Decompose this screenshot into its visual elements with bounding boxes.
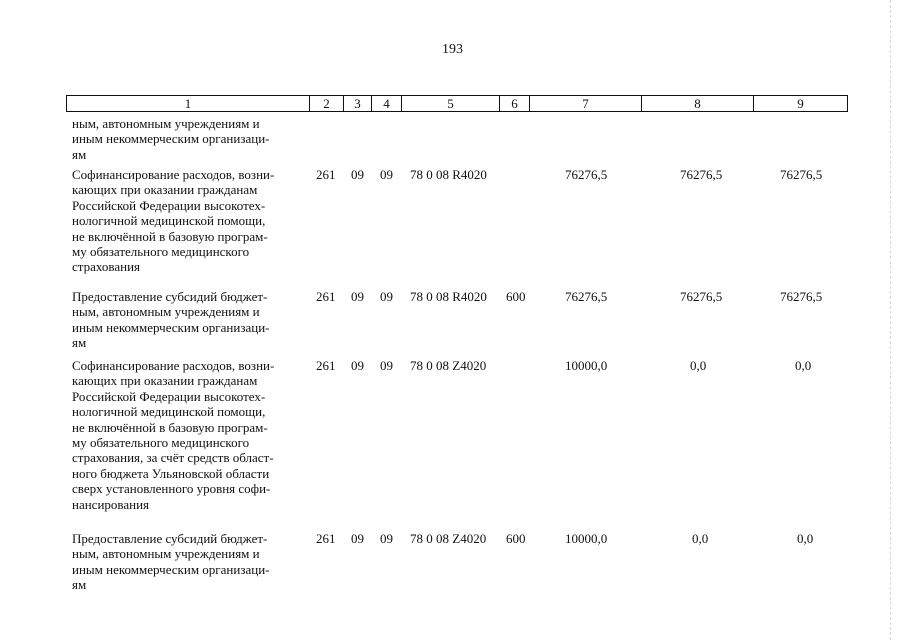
description-line: ного бюджета Ульяновской области xyxy=(72,465,270,481)
table-row-3-amount-1: 10000,0 xyxy=(565,358,608,373)
header-col-7: 7 xyxy=(529,96,641,111)
header-col-4: 4 xyxy=(371,96,401,111)
table-row-1-section: 09 xyxy=(351,167,364,182)
description-line: Предоставление субсидий бюджет- xyxy=(72,289,268,304)
description-line: не включённой в базовую програм- xyxy=(72,419,268,435)
description-line: ным, автономным учреждениям и xyxy=(72,304,260,320)
table-row-3-section: 09 xyxy=(351,358,364,373)
table-row-4-target-code: 78 0 08 Z4020 xyxy=(410,531,487,546)
table-row-2-amount-2: 76276,5 xyxy=(680,289,723,304)
description-line: ям xyxy=(72,335,87,351)
table-row-4-amount-1: 10000,0 xyxy=(565,531,608,546)
description-line: страхования, за счёт средств област- xyxy=(72,450,274,466)
table-row-2-amount-1: 76276,5 xyxy=(565,289,608,304)
description-line: ям xyxy=(72,577,87,593)
description-line: иным некоммерческим организаци- xyxy=(72,561,270,577)
table-row-3-admin-code: 261 xyxy=(316,358,336,373)
table-row-1-amount-1: 76276,5 xyxy=(565,167,608,182)
description-line: ным, автономным учреждениям и xyxy=(72,546,260,562)
table-row-4-amount-3: 0,0 xyxy=(797,531,814,546)
table-row-3-amount-2: 0,0 xyxy=(690,358,707,373)
page-number: 193 xyxy=(442,42,463,57)
header-col-5: 5 xyxy=(401,96,499,111)
table-row-4-amount-2: 0,0 xyxy=(692,531,709,546)
table-header xyxy=(66,95,848,112)
table-row-1-amount-2: 76276,5 xyxy=(680,167,723,182)
table-row-4-section: 09 xyxy=(351,531,364,546)
description-line: Софинансирование расходов, возни- xyxy=(72,358,275,373)
description-line: иным некоммерческим организаци- xyxy=(72,131,270,147)
header-col-1: 1 xyxy=(184,96,192,111)
description-line: не включённой в базовую програм- xyxy=(72,228,268,244)
table-row-3-subsection: 09 xyxy=(380,358,393,373)
table-row-3-target-code: 78 0 08 Z4020 xyxy=(410,358,487,373)
description-line: Российской Федерации высокотех- xyxy=(72,388,266,404)
description-line: нансирования xyxy=(72,496,150,512)
header-col-2: 2 xyxy=(309,96,343,111)
page-edge-line xyxy=(890,0,891,640)
header-col-8: 8 xyxy=(641,96,753,111)
table-row-4-description xyxy=(72,531,308,593)
header-col-3: 3 xyxy=(343,96,371,111)
description-line: сверх установленного уровня софи- xyxy=(72,481,271,497)
table-row-1-subsection: 09 xyxy=(380,167,393,182)
description-line: Софинансирование расходов, возни- xyxy=(72,167,275,182)
table-row-0-description xyxy=(72,116,308,162)
description-line: кающих при оказании гражданам xyxy=(72,182,258,198)
table-row-4-admin-code: 261 xyxy=(316,531,336,546)
header-col-9: 9 xyxy=(753,96,847,111)
table-row-1-amount-3: 76276,5 xyxy=(780,167,823,182)
description-line: Российской Федерации высокотех- xyxy=(72,197,266,213)
description-line: му обязательного медицинского xyxy=(72,244,250,260)
table-row-1-target-code: 78 0 08 R4020 xyxy=(410,167,487,182)
description-line: кающих при оказании гражданам xyxy=(72,373,258,389)
table-row-2-expense-type: 600 xyxy=(506,289,526,304)
description-line: ным, автономным учреждениям и xyxy=(72,116,260,131)
table-row-2-amount-3: 76276,5 xyxy=(780,289,823,304)
table-row-2-admin-code: 261 xyxy=(316,289,336,304)
table-row-3-description xyxy=(72,358,308,512)
description-line: нологичной медицинской помощи, xyxy=(72,404,266,420)
table-row-1-description xyxy=(72,167,308,275)
description-line: страхования xyxy=(72,259,141,275)
table-row-1-admin-code: 261 xyxy=(316,167,336,182)
description-line: му обязательного медицинского xyxy=(72,435,250,451)
table-row-2-description xyxy=(72,289,308,351)
description-line: иным некоммерческим организаци- xyxy=(72,319,270,335)
table-row-2-target-code: 78 0 08 R4020 xyxy=(410,289,487,304)
description-line: ям xyxy=(72,146,87,162)
table-row-2-section: 09 xyxy=(351,289,364,304)
table-row-3-amount-3: 0,0 xyxy=(795,358,812,373)
table-row-4-subsection: 09 xyxy=(380,531,393,546)
table-row-2-subsection: 09 xyxy=(380,289,393,304)
header-col-6: 6 xyxy=(499,96,529,111)
table-row-4-expense-type: 600 xyxy=(506,531,526,546)
description-line: Предоставление субсидий бюджет- xyxy=(72,531,268,546)
description-line: нологичной медицинской помощи, xyxy=(72,213,266,229)
